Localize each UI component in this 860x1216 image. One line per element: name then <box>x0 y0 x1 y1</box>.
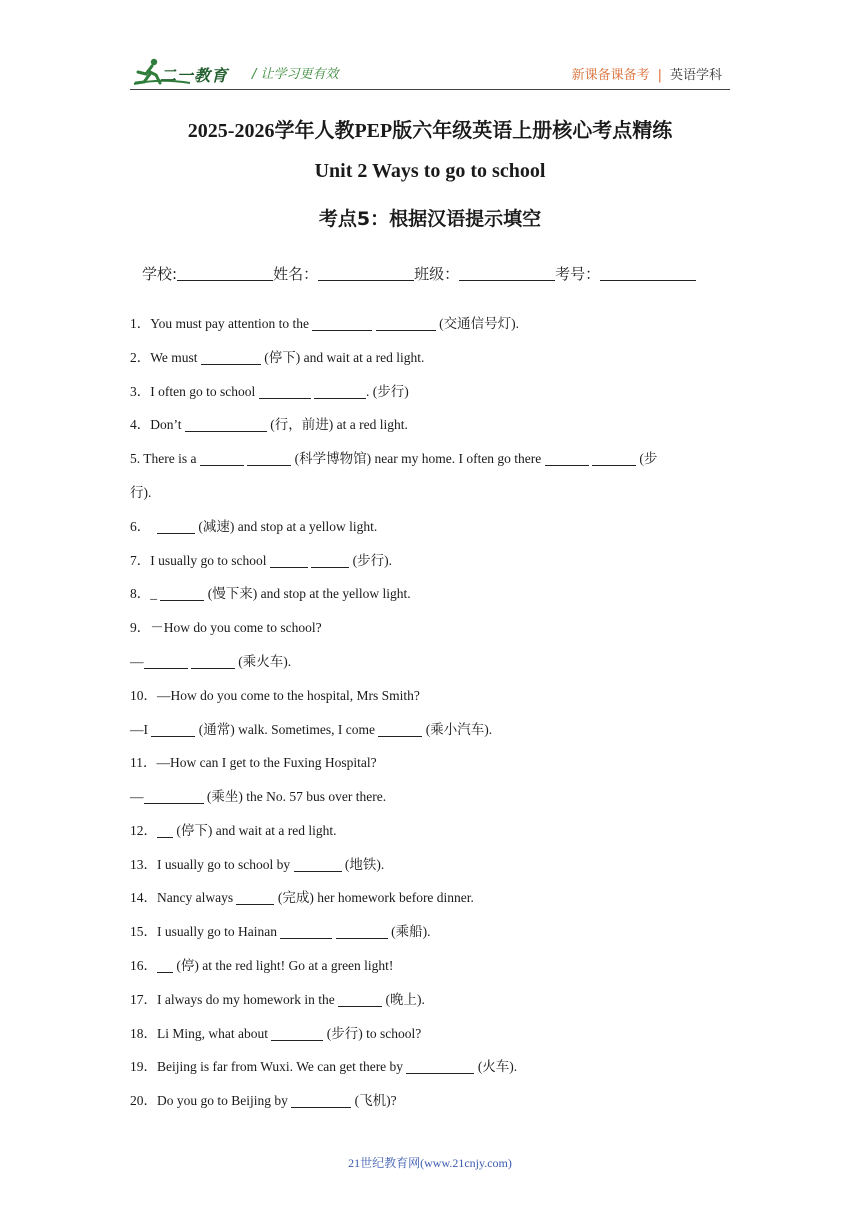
q11-dash: — <box>130 789 144 804</box>
answer-blank[interactable] <box>311 553 349 568</box>
q11-hint: (乘坐) the No. 57 bus over there. <box>203 789 387 804</box>
question-19 <box>130 1057 730 1077</box>
answer-blank[interactable] <box>270 553 308 568</box>
answer-blank[interactable] <box>592 451 636 466</box>
q19-hint: (火车). <box>474 1059 518 1074</box>
question-3 <box>130 382 730 402</box>
section-title: 考点5：根据汉语提示填空 <box>318 208 542 230</box>
answer-blank[interactable] <box>312 316 372 331</box>
q14-hint: (完成) her homework before dinner. <box>274 890 474 905</box>
q4-text: 4．Don’t <box>130 417 185 432</box>
q16-text: 16． <box>130 958 157 973</box>
q15-hint: (乘船). <box>387 924 431 939</box>
q3-hint: . (步行) <box>365 384 409 399</box>
question-10 <box>130 686 730 706</box>
q11-text: 11．—How can I get to the Fuxing Hospital? <box>130 755 377 770</box>
page-footer[interactable]: 21世纪教育网(www.21cnjy.com) <box>348 1156 512 1170</box>
answer-blank[interactable] <box>271 1026 323 1041</box>
question-8 <box>130 584 730 604</box>
answer-blank[interactable] <box>338 992 382 1007</box>
class-blank[interactable] <box>459 265 555 281</box>
q14-text: 14．Nancy always <box>130 890 237 905</box>
q5-hint-cont: 行). <box>130 485 152 500</box>
answer-blank[interactable] <box>157 519 195 534</box>
q16-hint: (停) at the red light! Go at a green light! <box>173 958 394 973</box>
answer-blank[interactable] <box>236 890 274 905</box>
question-7 <box>130 551 730 571</box>
name-blank[interactable] <box>318 265 414 281</box>
header-label-subject: 英语学科 <box>669 68 722 83</box>
answer-blank[interactable] <box>545 451 589 466</box>
answer-blank[interactable] <box>200 451 244 466</box>
school-blank[interactable] <box>177 265 273 281</box>
answer-blank[interactable] <box>378 722 422 737</box>
q10-hint: (通常) walk. Sometimes, I come <box>195 722 379 737</box>
question-4 <box>130 415 730 435</box>
question-15 <box>130 922 730 942</box>
logo-text: 二一教育 <box>160 66 229 85</box>
answer-blank[interactable] <box>144 789 204 804</box>
header-label-prep: 新课备课备考 <box>571 68 650 83</box>
question-16 <box>130 956 730 976</box>
q10-hint-2: (乘小汽车). <box>422 722 493 737</box>
class-label: 班级： <box>414 265 460 283</box>
answer-blank[interactable] <box>185 417 267 432</box>
q17-text: 17．I always do my homework in the <box>130 992 339 1007</box>
q9-text: 9．－How do you come to school? <box>130 620 322 635</box>
question-6 <box>130 517 730 537</box>
answer-blank[interactable] <box>160 586 204 601</box>
q10-text: 10．—How do you come to the hospital, Mrs Smith? <box>130 688 420 703</box>
answer-blank[interactable] <box>376 316 436 331</box>
question-11 <box>130 753 730 773</box>
q17-hint: (晚上). <box>382 992 425 1007</box>
q18-text: 18．Li Ming, what about <box>130 1026 272 1041</box>
answer-blank[interactable] <box>201 350 261 365</box>
q18-hint: (步行) to school? <box>323 1026 422 1041</box>
q13-text: 13．I usually go to school by <box>130 857 294 872</box>
q9-dash: — <box>130 654 144 669</box>
q1-hint: (交通信号灯). <box>435 316 520 331</box>
question-9 <box>130 618 730 638</box>
number-blank[interactable] <box>600 265 696 281</box>
answer-blank[interactable] <box>259 384 311 399</box>
name-label: 姓名： <box>273 265 319 283</box>
question-9-answer <box>130 652 730 672</box>
answer-blank[interactable] <box>406 1059 474 1074</box>
q5-text: 5. There is a <box>130 451 200 466</box>
q3-text: 3．I often go to school <box>130 384 259 399</box>
question-11-answer <box>130 787 730 807</box>
school-label: 学校: <box>142 265 178 283</box>
answer-blank[interactable] <box>280 924 332 939</box>
answer-blank[interactable] <box>151 722 195 737</box>
answer-blank[interactable] <box>144 654 188 669</box>
q9-hint: (乘火车). <box>234 654 292 669</box>
question-13 <box>130 855 730 875</box>
q2-text: 2．We must <box>130 350 201 365</box>
q12-text: 12． <box>130 823 157 838</box>
q8-hint: (慢下来) and stop at the yellow light. <box>204 586 411 601</box>
question-14 <box>130 888 730 908</box>
doc-title: 2025-2026学年人教PEP版六年级英语上册核心考点精练 <box>187 120 673 142</box>
question-5-cont <box>130 483 730 503</box>
answer-blank[interactable] <box>291 1093 351 1108</box>
answer-blank[interactable] <box>157 958 173 973</box>
q19-text: 19．Beijing is far from Wuxi. We can get there by <box>130 1059 407 1074</box>
answer-blank[interactable] <box>314 384 366 399</box>
q6-hint: (减速) and stop at a yellow light. <box>195 519 378 534</box>
header-separator: | <box>657 68 662 83</box>
q1-text: 1．You must pay attention to the <box>130 316 313 331</box>
header-right <box>572 64 722 83</box>
q5-hint-2: (步 <box>636 451 658 466</box>
q15-text: 15．I usually go to Hainan <box>130 924 281 939</box>
q2-hint: (停下) and wait at a red light. <box>260 350 425 365</box>
question-1 <box>130 314 730 334</box>
question-2 <box>130 348 730 368</box>
q13-hint: (地铁). <box>341 857 385 872</box>
q5-hint: (科学博物馆) near my home. I often go there <box>291 451 545 466</box>
q7-hint: (步行). <box>349 553 392 568</box>
q10-dash: —I <box>130 722 152 737</box>
q8-text: 8．_ <box>130 586 161 601</box>
page-header <box>130 56 730 92</box>
q20-text: 20．Do you go to Beijing by <box>130 1093 292 1108</box>
header-divider <box>130 89 730 90</box>
student-info <box>142 263 696 284</box>
q6-text: 6． <box>130 519 151 534</box>
question-10-answer <box>130 720 730 740</box>
question-5 <box>130 449 730 469</box>
question-20 <box>130 1091 730 1111</box>
question-17 <box>130 990 730 1010</box>
q12-hint: (停下) and wait at a red light. <box>173 823 337 838</box>
slogan: / 让学习更有效 <box>252 67 339 82</box>
answer-blank[interactable] <box>336 924 388 939</box>
q20-hint: (飞机)? <box>351 1093 397 1108</box>
question-12 <box>130 821 730 841</box>
answer-blank[interactable] <box>247 451 291 466</box>
number-label: 考号： <box>555 265 601 283</box>
q7-text: 7．I usually go to school <box>130 553 270 568</box>
q4-hint: (行，前进) at a red light. <box>266 417 408 432</box>
answer-blank[interactable] <box>191 654 235 669</box>
answer-blank[interactable] <box>294 857 342 872</box>
unit-title: Unit 2 Ways to go to school <box>314 160 546 182</box>
answer-blank[interactable] <box>157 823 173 838</box>
question-18 <box>130 1024 730 1044</box>
